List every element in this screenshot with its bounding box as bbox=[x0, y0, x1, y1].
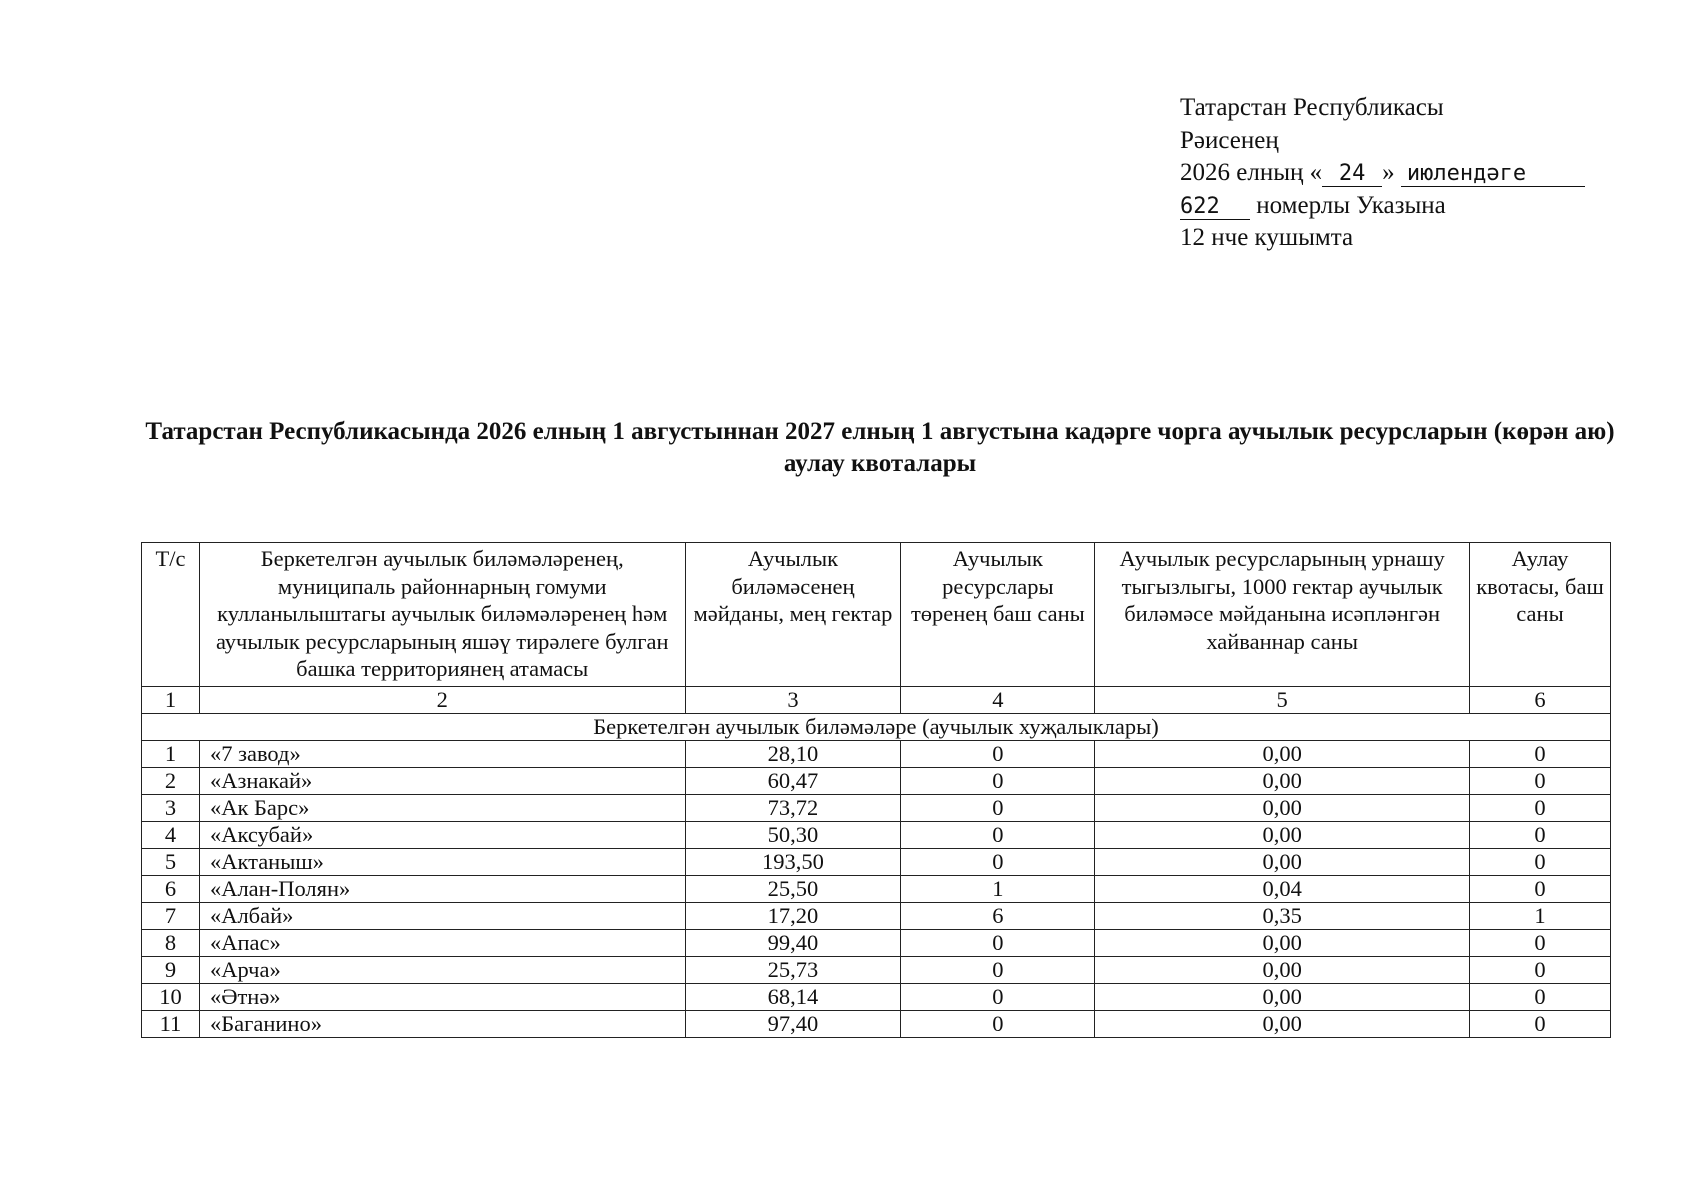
date-prefix: 2026 елның « bbox=[1180, 159, 1323, 186]
row-number: 8 bbox=[142, 929, 200, 956]
population-value: 6 bbox=[901, 902, 1095, 929]
density-value: 0,00 bbox=[1095, 848, 1470, 875]
hunting-ground-name: «Баганино» bbox=[199, 1010, 685, 1037]
table-row bbox=[142, 956, 1611, 983]
column-header-quota: Аулау квотасы, баш саны bbox=[1470, 543, 1611, 687]
handwritten-day: 24 bbox=[1322, 162, 1382, 187]
density-value: 0,00 bbox=[1095, 740, 1470, 767]
area-value: 73,72 bbox=[685, 794, 901, 821]
section-title: Беркетелгән аучылык биләмәләре (аучылык хуҗалыклары) bbox=[142, 713, 1611, 740]
quota-value: 0 bbox=[1470, 848, 1611, 875]
row-number: 9 bbox=[142, 956, 200, 983]
row-number: 2 bbox=[142, 767, 200, 794]
quota-value: 0 bbox=[1470, 821, 1611, 848]
quota-value: 0 bbox=[1470, 794, 1611, 821]
row-number: 11 bbox=[142, 1010, 200, 1037]
column-number: 3 bbox=[685, 686, 901, 713]
quota-table bbox=[141, 542, 1611, 1038]
hunting-ground-name: «Әтнә» bbox=[199, 983, 685, 1010]
population-value: 0 bbox=[901, 848, 1095, 875]
row-number: 7 bbox=[142, 902, 200, 929]
density-value: 0,35 bbox=[1095, 902, 1470, 929]
handwritten-decree-number: 622 bbox=[1180, 195, 1250, 220]
row-number: 3 bbox=[142, 794, 200, 821]
area-value: 17,20 bbox=[685, 902, 901, 929]
area-value: 97,40 bbox=[685, 1010, 901, 1037]
population-value: 0 bbox=[901, 929, 1095, 956]
density-value: 0,00 bbox=[1095, 1010, 1470, 1037]
area-value: 25,50 bbox=[685, 875, 901, 902]
hunting-ground-name: «Ак Барс» bbox=[199, 794, 685, 821]
column-header-density: Аучылык ресурсларының урнашу тыгызлыгы, 1000 гектар аучылык биләмәсе мәйданына исәпләнгән хайваннар саны bbox=[1095, 543, 1470, 687]
table-row bbox=[142, 740, 1611, 767]
section-row bbox=[142, 713, 1611, 740]
hunting-ground-name: «7 завод» bbox=[199, 740, 685, 767]
column-number: 1 bbox=[142, 686, 200, 713]
density-value: 0,00 bbox=[1095, 767, 1470, 794]
area-value: 68,14 bbox=[685, 983, 901, 1010]
quota-value: 0 bbox=[1470, 875, 1611, 902]
header-line-decree bbox=[1180, 190, 1600, 223]
quota-value: 1 bbox=[1470, 902, 1611, 929]
table-row bbox=[142, 1010, 1611, 1037]
quota-value: 0 bbox=[1470, 1010, 1611, 1037]
quota-value: 0 bbox=[1470, 740, 1611, 767]
area-value: 193,50 bbox=[685, 848, 901, 875]
hunting-ground-name: «Арча» bbox=[199, 956, 685, 983]
row-number: 4 bbox=[142, 821, 200, 848]
row-number: 1 bbox=[142, 740, 200, 767]
header-line-republic: Татарстан Республикасы bbox=[1180, 94, 1444, 121]
table-row bbox=[142, 821, 1611, 848]
quota-value: 0 bbox=[1470, 983, 1611, 1010]
header-line-appendix: 12 нче кушымта bbox=[1180, 224, 1354, 251]
decree-suffix: номерлы Указына bbox=[1256, 191, 1446, 219]
header-line-date bbox=[1180, 157, 1600, 190]
table-row bbox=[142, 902, 1611, 929]
hunting-ground-name: «Аксубай» bbox=[199, 821, 685, 848]
row-number: 6 bbox=[142, 875, 200, 902]
column-header-name: Беркетелгән аучылык биләмәләренең, муниципаль районнарның гомуми кулланылыштагы аучылык биләмәләренең һәм аучылык ресурсларының яшәү тирәлеге булган башка территориянең атамасы bbox=[199, 543, 685, 687]
column-number: 5 bbox=[1095, 686, 1470, 713]
population-value: 0 bbox=[901, 1010, 1095, 1037]
density-value: 0,00 bbox=[1095, 821, 1470, 848]
population-value: 0 bbox=[901, 740, 1095, 767]
date-mid: » bbox=[1382, 159, 1395, 186]
column-number-row bbox=[142, 686, 1611, 713]
quota-value: 0 bbox=[1470, 929, 1611, 956]
area-value: 99,40 bbox=[685, 929, 901, 956]
density-value: 0,00 bbox=[1095, 983, 1470, 1010]
population-value: 0 bbox=[901, 956, 1095, 983]
header-line-president: Рәисенең bbox=[1180, 126, 1279, 154]
table-row bbox=[142, 983, 1611, 1010]
hunting-ground-name: «Албай» bbox=[199, 902, 685, 929]
table-row bbox=[142, 929, 1611, 956]
column-number: 4 bbox=[901, 686, 1095, 713]
hunting-ground-name: «Азнакай» bbox=[199, 767, 685, 794]
table-row bbox=[142, 848, 1611, 875]
area-value: 25,73 bbox=[685, 956, 901, 983]
hunting-ground-name: «Алан-Полян» bbox=[199, 875, 685, 902]
area-value: 60,47 bbox=[685, 767, 901, 794]
table-header-row bbox=[142, 543, 1611, 687]
density-value: 0,00 bbox=[1095, 956, 1470, 983]
area-value: 50,30 bbox=[685, 821, 901, 848]
column-number: 2 bbox=[199, 686, 685, 713]
table-row bbox=[142, 875, 1611, 902]
table-body bbox=[142, 686, 1611, 1037]
table-row bbox=[142, 767, 1611, 794]
hunting-ground-name: «Актаныш» bbox=[199, 848, 685, 875]
population-value: 0 bbox=[901, 983, 1095, 1010]
document-title: Татарстан Республикасында 2026 елның 1 августыннан 2027 елның 1 августына кадәрге чорга аучылык ресурсларын (көрән аю) аулау квоталары bbox=[145, 418, 1615, 477]
quota-value: 0 bbox=[1470, 956, 1611, 983]
row-number: 10 bbox=[142, 983, 200, 1010]
density-value: 0,00 bbox=[1095, 929, 1470, 956]
population-value: 0 bbox=[901, 794, 1095, 821]
document-header bbox=[1180, 92, 1600, 255]
column-header-population: Аучылык ресурслары төренең баш саны bbox=[901, 543, 1095, 687]
hunting-ground-name: «Апас» bbox=[199, 929, 685, 956]
quota-value: 0 bbox=[1470, 767, 1611, 794]
column-number: 6 bbox=[1470, 686, 1611, 713]
area-value: 28,10 bbox=[685, 740, 901, 767]
column-header-number: Т/с bbox=[142, 543, 200, 687]
handwritten-month: июлендәге bbox=[1401, 162, 1585, 187]
population-value: 1 bbox=[901, 875, 1095, 902]
population-value: 0 bbox=[901, 767, 1095, 794]
table-row bbox=[142, 794, 1611, 821]
density-value: 0,04 bbox=[1095, 875, 1470, 902]
row-number: 5 bbox=[142, 848, 200, 875]
density-value: 0,00 bbox=[1095, 794, 1470, 821]
population-value: 0 bbox=[901, 821, 1095, 848]
column-header-area: Аучылык биләмәсенең мәйданы, мең гектар bbox=[685, 543, 901, 687]
